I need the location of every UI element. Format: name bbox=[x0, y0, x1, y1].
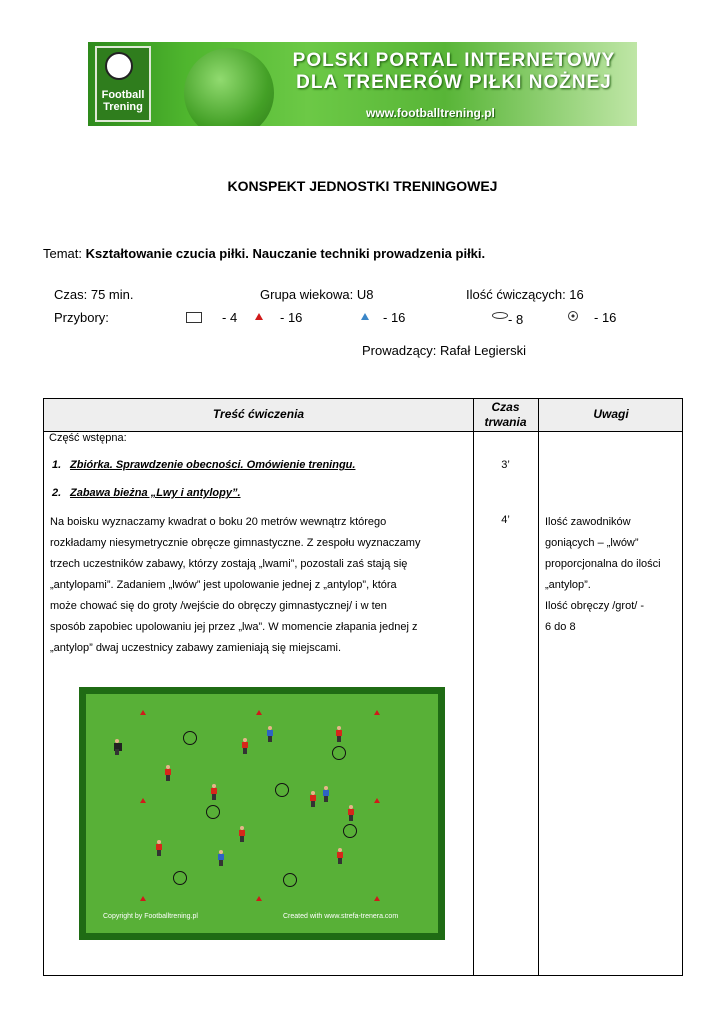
red-cone-qty: - 16 bbox=[280, 310, 303, 325]
logo-text-line2: Trening bbox=[103, 101, 143, 113]
goal-qty: - 4 bbox=[222, 310, 238, 325]
hoop-icon bbox=[492, 312, 508, 319]
hoop-icon bbox=[343, 824, 357, 838]
document-title: KONSPEKT JEDNOSTKI TRENINGOWEJ bbox=[227, 178, 498, 194]
goal-icon bbox=[186, 312, 202, 323]
notes-line: Ilość obręczy /grot/ - bbox=[545, 600, 645, 612]
participants-count: Ilość ćwiczących: 16 bbox=[466, 287, 584, 302]
section-heading: Część wstępna: bbox=[49, 432, 127, 444]
banner-url[interactable]: www.footballtrening.pl bbox=[366, 106, 495, 120]
notes-line: Ilość zawodników bbox=[545, 516, 631, 528]
hoop-icon bbox=[275, 783, 289, 797]
banner-title-line1: POLSKI PORTAL INTERNETOWY bbox=[292, 50, 616, 71]
description-line: „antylop” dwaj uczestnicy zabawy zamieniają się miejscami. bbox=[50, 642, 342, 654]
hoop-qty: - 8 bbox=[508, 312, 524, 327]
lion-player-icon bbox=[310, 791, 316, 807]
cone-icon bbox=[256, 710, 262, 715]
pitch-diagram bbox=[79, 687, 445, 940]
ball-qty: - 16 bbox=[594, 310, 617, 325]
header-notes: Uwagi bbox=[593, 407, 629, 421]
notes-line: proporcjonalna do ilości bbox=[545, 558, 661, 570]
cone-icon bbox=[140, 710, 146, 715]
cone-icon bbox=[374, 798, 380, 803]
topic-label: Temat: bbox=[43, 246, 83, 261]
hoop-icon bbox=[332, 746, 346, 760]
antelope-player-icon bbox=[323, 786, 329, 802]
hoop-icon bbox=[206, 805, 220, 819]
description-line: może chować się do groty /wejście do obręczy gimnastycznej/ i w ten bbox=[50, 600, 387, 612]
banner-title-line2: DLA TRENERÓW PIŁKI NOŻNEJ bbox=[296, 72, 612, 93]
header-duration-line1: Czas bbox=[491, 400, 520, 414]
lion-player-icon bbox=[336, 726, 342, 742]
item2-number: 2. bbox=[52, 487, 62, 499]
notes-line: 6 do 8 bbox=[545, 621, 576, 633]
cone-icon bbox=[374, 710, 380, 715]
item1-text: Zbiórka. Sprawdzenie obecności. Omówienie treningu. bbox=[70, 459, 356, 471]
duration: Czas: 75 min. bbox=[54, 287, 134, 302]
hoop-icon bbox=[183, 731, 197, 745]
logo-text-line1: Football bbox=[101, 89, 145, 101]
description-line: rozkładamy niesymetrycznie obręcze gimnastyczne. Z zespołu wyznaczamy bbox=[50, 537, 421, 549]
item2-text: Zabawa bieżna „Lwy i antylopy”. bbox=[70, 487, 241, 499]
item1-time: 3’ bbox=[501, 459, 510, 471]
header-banner bbox=[88, 42, 637, 126]
pitch-surface bbox=[86, 694, 438, 933]
item2-time: 4’ bbox=[501, 514, 510, 526]
hoop-icon bbox=[283, 873, 297, 887]
topic-line bbox=[43, 246, 485, 261]
header-content: Treść ćwiczenia bbox=[212, 407, 305, 421]
notes-line: goniących – „lwów” bbox=[545, 537, 639, 549]
cone-icon bbox=[256, 896, 262, 901]
red-cone-icon bbox=[255, 313, 263, 320]
lion-player-icon bbox=[242, 738, 248, 754]
description-line: trzech uczestników zabawy, którzy zostają „lwami”, pozostali zaś stają się bbox=[50, 558, 408, 570]
lion-player-icon bbox=[239, 826, 245, 842]
topic-value: Kształtowanie czucia piłki. Nauczanie techniki prowadzenia piłki. bbox=[85, 246, 486, 261]
lion-player-icon bbox=[156, 840, 162, 856]
diagram-copyright: Copyright by Footballtrening.pl bbox=[103, 913, 198, 920]
equipment-label: Przybory: bbox=[54, 310, 109, 325]
column-divider bbox=[473, 399, 474, 975]
notes-line: „antylop”. bbox=[545, 579, 591, 591]
description-line: sposób zapobiec upolowaniu jej przez „lwa”. W momencie złapania jednej z bbox=[50, 621, 418, 633]
exercise-notes bbox=[545, 512, 675, 638]
exercise-description bbox=[50, 512, 466, 659]
lion-player-icon bbox=[348, 805, 354, 821]
ball-icon bbox=[568, 311, 578, 321]
item1-number: 1. bbox=[52, 459, 62, 471]
cone-icon bbox=[140, 798, 146, 803]
ball-graphic-icon bbox=[184, 48, 274, 126]
coach-figure-icon bbox=[114, 739, 122, 759]
description-line: „antylopami”. Zadaniem „lwów” jest upolowanie jednej z „antylop”, która bbox=[50, 579, 397, 591]
logo-ball-icon bbox=[105, 52, 133, 80]
description-line: Na boisku wyznaczamy kwadrat o boku 20 metrów wewnątrz którego bbox=[50, 516, 387, 528]
header-duration-line2: trwania bbox=[484, 415, 527, 429]
cone-icon bbox=[140, 896, 146, 901]
cone-icon bbox=[374, 896, 380, 901]
lion-player-icon bbox=[337, 848, 343, 864]
coach-name: Prowadzący: Rafał Legierski bbox=[362, 343, 527, 358]
blue-cone-icon bbox=[361, 313, 369, 320]
lion-player-icon bbox=[165, 765, 171, 781]
antelope-player-icon bbox=[218, 850, 224, 866]
antelope-player-icon bbox=[267, 726, 273, 742]
column-divider bbox=[538, 399, 539, 975]
hoop-icon bbox=[173, 871, 187, 885]
lion-player-icon bbox=[211, 784, 217, 800]
age-group: Grupa wiekowa: U8 bbox=[260, 287, 374, 302]
blue-cone-qty: - 16 bbox=[383, 310, 406, 325]
diagram-credit: Created with www.strefa-trenera.com bbox=[283, 913, 399, 920]
